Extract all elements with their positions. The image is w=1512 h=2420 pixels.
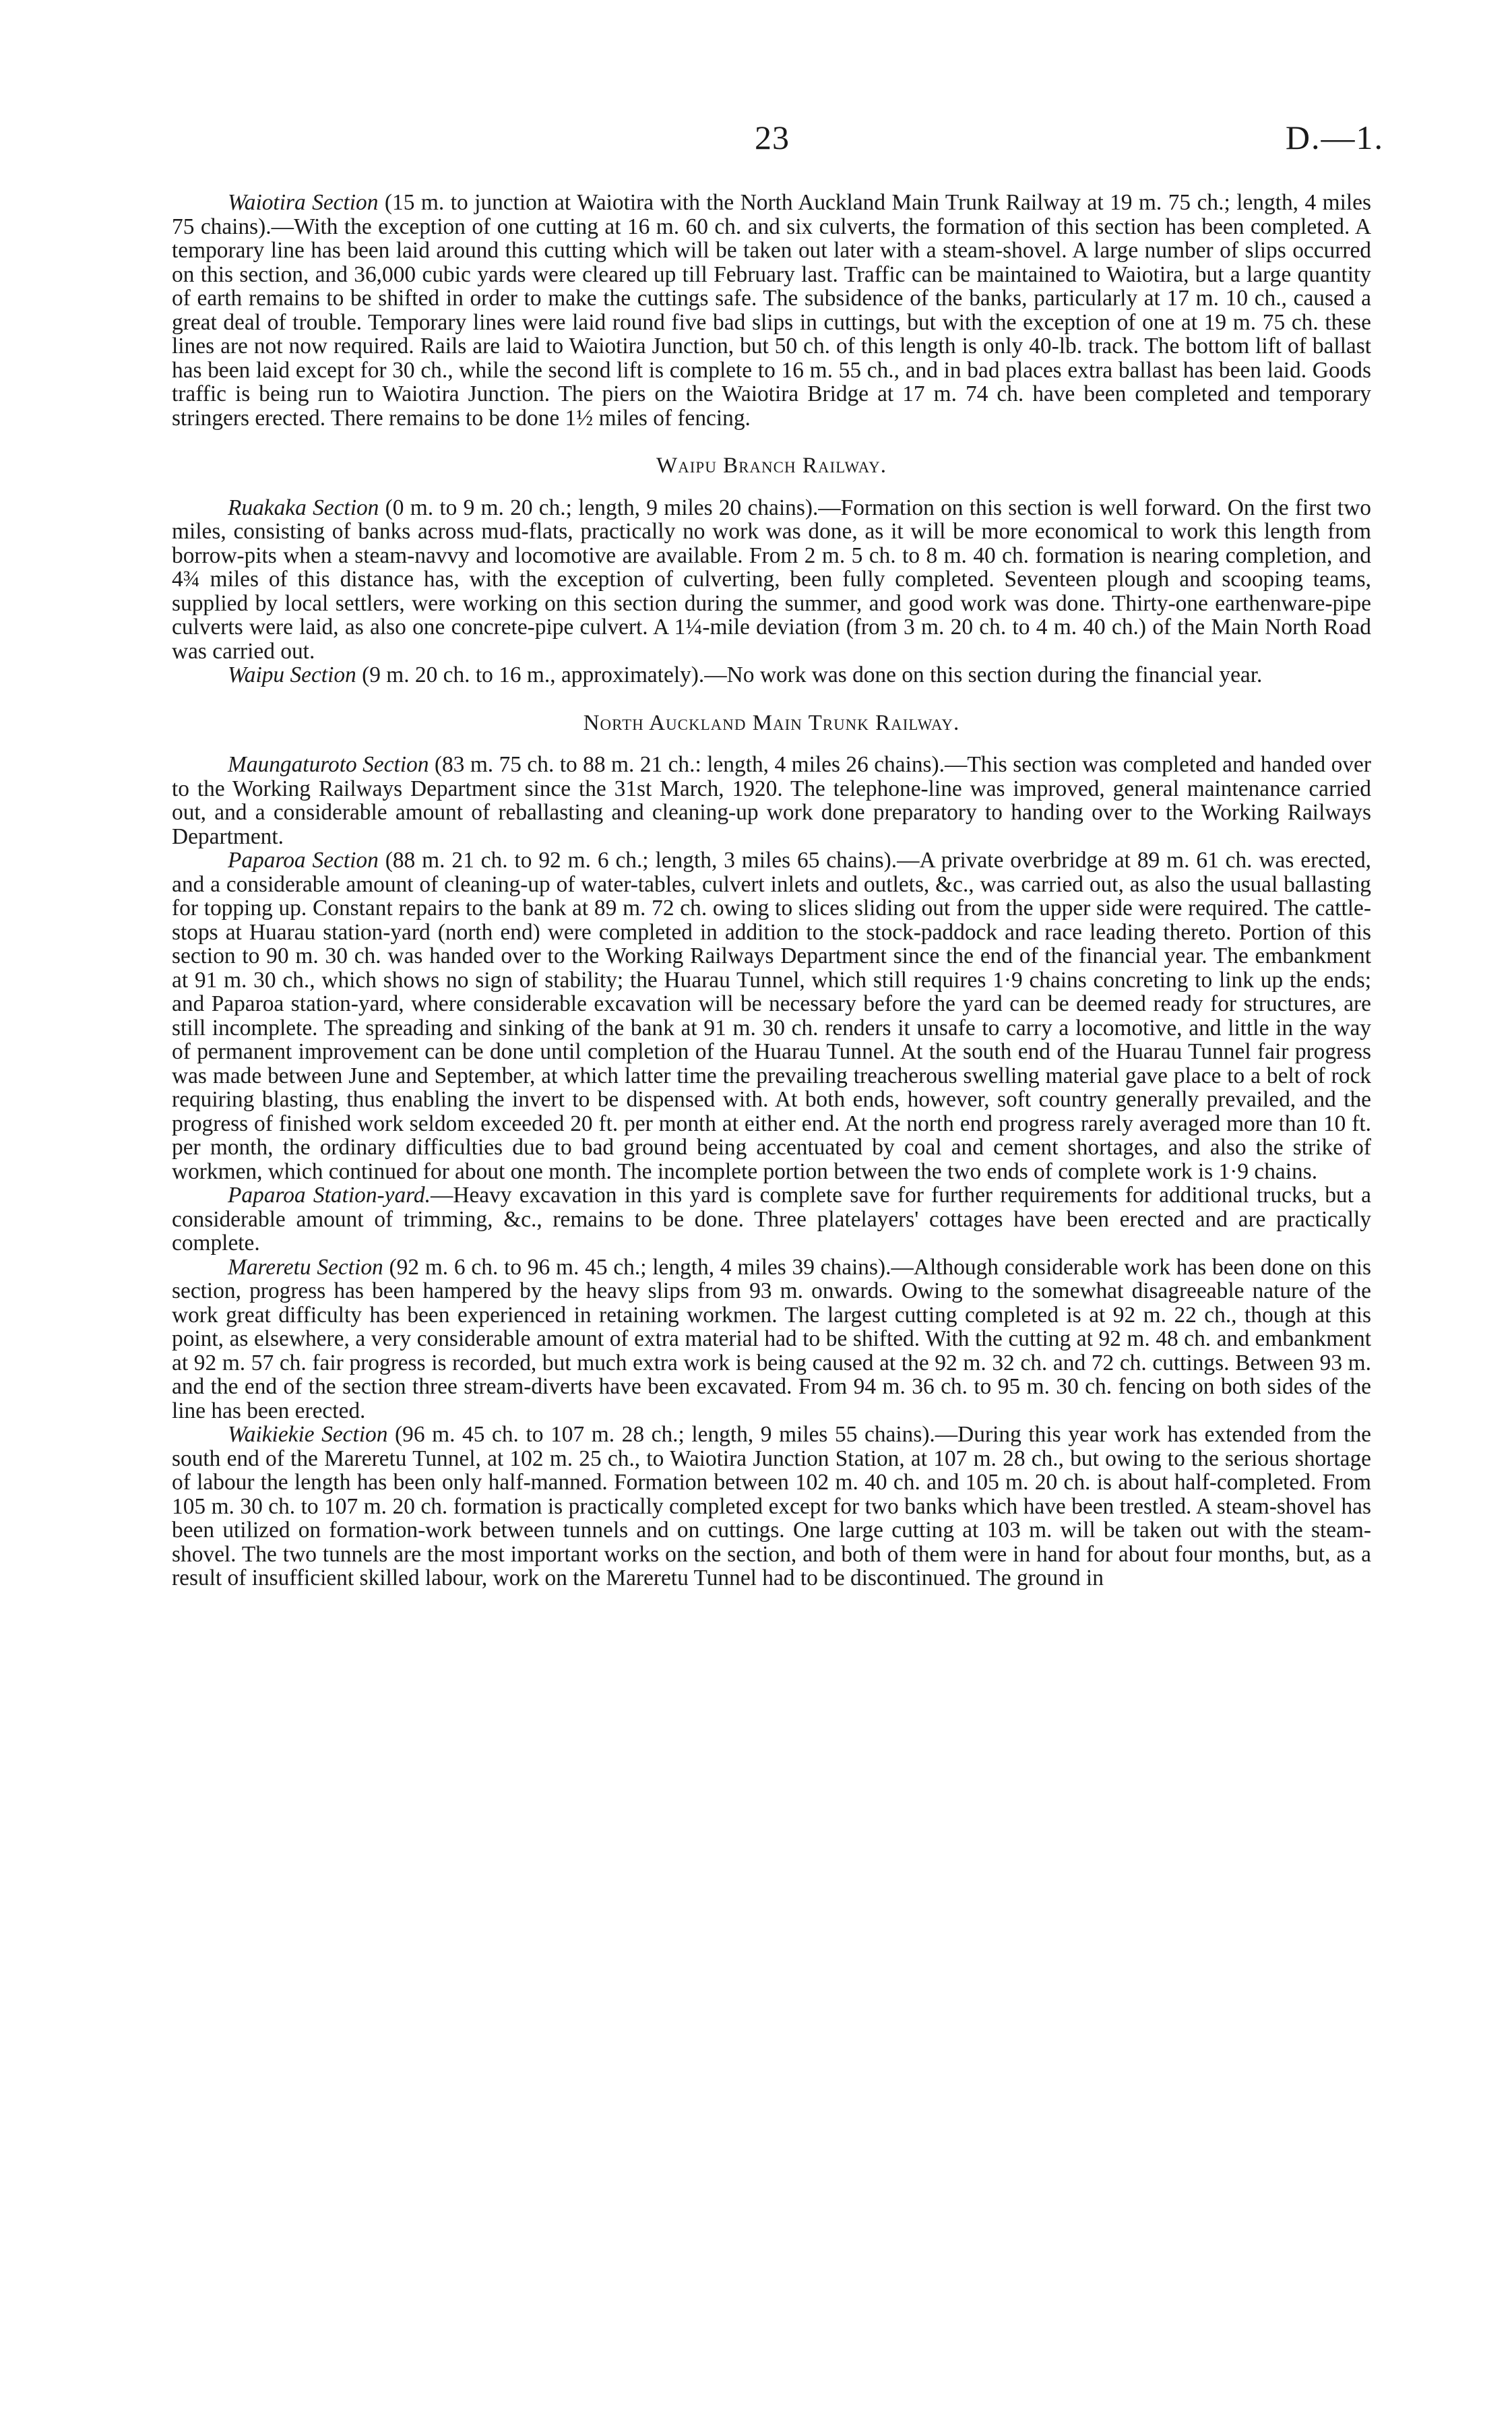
paragraph-paparoa-station-yard	[172, 1183, 1371, 1255]
page-number: 23	[755, 119, 790, 156]
paragraph-text: (83 m. 75 ch. to 88 m. 21 ch.: length, 4 miles 26 chains).—This section was completed and handed over to the Working Railways Department since the 31st March, 1920. The telephone-line was improved, general maintenance carried out, and a considerable amount of reballasting and cleaning-up work done preparatory to handing over to the Working Railways Department.	[172, 752, 1371, 849]
heading-north-auckland-main-trunk-railway: North Auckland Main Trunk Railway.	[583, 710, 960, 735]
paragraph-waiotira-section	[172, 191, 1371, 430]
heading-waipu-branch-railway: Waipu Branch Railway.	[656, 454, 887, 478]
paragraph-text: (0 m. to 9 m. 20 ch.; length, 9 miles 20 chains).—Formation on this section is well forward. On the first two miles, consisting of banks across mud-flats, practically no work was done, as it will be more economical to work this length from borrow-pits when a steam-navvy and locomotive are available. From 2 m. 5 ch. to 8 m. 40 ch. formation is nearing completion, and 4¾ miles of this distance has, with the exception of culverting, been fully completed. Seventeen plough and scooping teams, supplied by local settlers, were working on this section during the summer, and good work was done. Thirty-one earthenware-pipe culverts were laid, as also one concrete-pipe culvert. A 1¼-mile deviation (from 3 m. 20 ch. to 4 m. 40 ch.) of the Main North Road was carried out.	[172, 495, 1371, 664]
section-name: Waipu Section	[228, 662, 356, 687]
document-code: D.—1.	[1285, 119, 1384, 156]
paragraph-text: (96 m. 45 ch. to 107 m. 28 ch.; length, 9 miles 55 chains).—During this year work has extended from the south end of the Mareretu Tunnel, at 102 m. 25 ch., to Waiotira Junction Station, at 107 m. 28 ch., but owing to the serious shortage of labour the length has been only half-manned. Formation between 102 m. 40 ch. and 105 m. 20 ch. is about half-completed. From 105 m. 30 ch. to 107 m. 20 ch. formation is practically completed except for two banks which have been trestled. A steam-shovel has been utilized on formation-work between tunnels and on cuttings. One large cutting at 103 m. will be taken out with the steam-shovel. The two tunnels are the most important works on the section, and both of them were in hand for about four months, but, as a result of insufficient skilled labour, work on the Mareretu Tunnel had to be discontinued. The ground in	[172, 1422, 1371, 1590]
paragraph-text: (88 m. 21 ch. to 92 m. 6 ch.; length, 3 miles 65 chains).—A private overbridge at 89 m. 61 ch. was erected, and a considerable amount of cleaning-up of water-tables, culvert inlets and outlets, &c., was carried out, as also the usual ballasting for topping up. Constant repairs to the bank at 89 m. 72 ch. owing to slices sliding out from the upper side were required. The cattle-stops at Huarau station-yard (north end) were completed in addition to the stock-paddock and race leading thereto. Portion of this section to 90 m. 30 ch. was handed over to the Working Railways Department since the end of the financial year. The embankment at 91 m. 30 ch., which shows no sign of stability; the Huarau Tunnel, which still requires 1·9 chains concreting to link up the ends; and Paparoa station-yard, where considerable excavation will be necessary before the yard can be deemed ready for structures, are still incomplete. The spreading and sinking of the bank at 91 m. 30 ch. renders it unsafe to carry a locomotive, and little in the way of permanent improvement can be done until completion of the Huarau Tunnel. At the south end of the Huarau Tunnel fair progress was made between June and September, at which latter time the prevailing treacherous swelling material gave place to a belt of rock requiring blasting, thus enabling the invert to be dispensed with. At both ends, however, soft country generally prevailed, and the progress of finished work seldom exceeded 20 ft. per month at either end. At the north end progress rarely averaged more than 10 ft. per month, the ordinary difficulties due to bad ground being accentuated by coal and cement shortages, and also the strike of workmen, which continued for about one month. The incomplete portion between the two ends of complete work is 1·9 chains.	[172, 848, 1371, 1184]
paragraph-paparoa-section	[172, 848, 1371, 1183]
section-name: Maungaturoto Section	[228, 752, 429, 777]
section-name: Waiotira Section	[228, 190, 379, 215]
paragraph-ruakaka-section	[172, 496, 1371, 664]
page-body	[172, 191, 1371, 1590]
paragraph-mareretu-section	[172, 1255, 1371, 1423]
section-name: Paparoa Station-yard.	[228, 1183, 431, 1208]
paragraph-text: —Heavy excavation in this yard is complete save for further requirements for additional trucks, but a considerable amount of trimming, &c., remains to be done. Three platelayers' cottages have been erected and are practically complete.	[172, 1183, 1371, 1255]
paragraph-waipu-section	[172, 663, 1371, 687]
section-name: Paparoa Section	[228, 848, 379, 873]
section-name: Ruakaka Section	[228, 495, 379, 520]
paragraph-text: (9 m. 20 ch. to 16 m., approximately).—No work was done on this section during the financial year.	[356, 662, 1263, 687]
section-name: Mareretu Section	[228, 1254, 383, 1280]
paragraph-maungaturoto-section	[172, 753, 1371, 848]
paragraph-text: (92 m. 6 ch. to 96 m. 45 ch.; length, 4 miles 39 chains).—Although considerable work has been done on this section, progress has been hampered by the heavy slips from 93 m. onwards. Owing to the somewhat disagreeable nature of the work great difficulty has been experienced in retaining workmen. The largest cutting completed is at 92 m. 22 ch., though at this point, as elsewhere, a very considerable amount of extra material had to be shifted. With the cutting at 92 m. 48 ch. and embankment at 92 m. 57 ch. fair progress is recorded, but much extra work is being caused at the 92 m. 32 ch. and 72 ch. cuttings. Between 93 m. and the end of the section three stream-diverts have been excavated. From 94 m. 36 ch. to 95 m. 30 ch. fencing on both sides of the line has been erected.	[172, 1254, 1371, 1423]
paragraph-waikiekie-section	[172, 1423, 1371, 1590]
section-name: Waikiekie Section	[228, 1422, 388, 1447]
page-header	[0, 118, 1512, 172]
paragraph-text: (15 m. to junction at Waiotira with the North Auckland Main Trunk Railway at 19 m. 75 ch.; length, 4 miles 75 chains).—With the exception of one cutting at 16 m. 60 ch. and six culverts, the formation of this section has been completed. A temporary line has been laid around this cutting which will be taken out later with a steam-shovel. A large number of slips occurred on this section, and 36,000 cubic yards were cleared up till February last. Traffic can be maintained to Waiotira, but a large quantity of earth remains to be shifted in order to make the cuttings safe. The subsidence of the banks, particularly at 17 m. 10 ch., caused a great deal of trouble. Temporary lines were laid round five bad slips in cuttings, but with the exception of one at 19 m. 75 ch. these lines are not now required. Rails are laid to Waiotira Junction, but 50 ch. of this length is only 40-lb. track. The bottom lift of ballast has been laid except for 30 ch., while the second lift is complete to 16 m. 55 ch., and in bad places extra ballast has been laid. Goods traffic is being run to Waiotira Junction. The piers on the Waiotira Bridge at 17 m. 74 ch. have been completed and temporary stringers erected. There remains to be done 1½ miles of fencing.	[172, 190, 1371, 431]
